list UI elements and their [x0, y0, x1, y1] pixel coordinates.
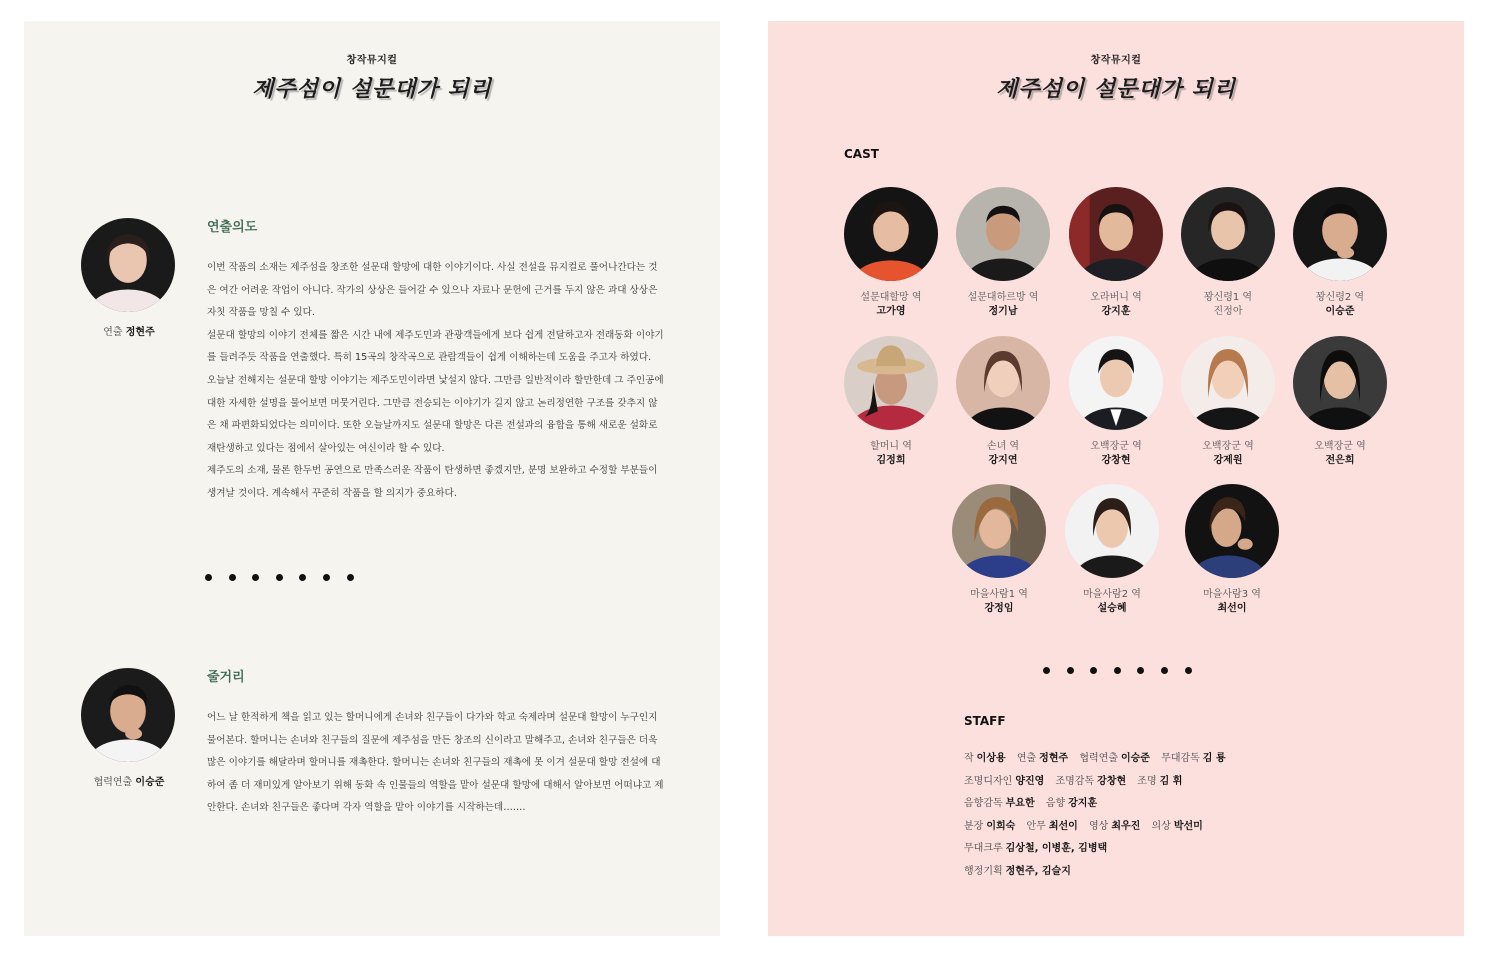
staff-name: 최선이	[1048, 820, 1078, 832]
staff-role: 협력연출	[1079, 753, 1118, 764]
staff-line	[964, 748, 1234, 771]
staff-name: 김상철, 이병훈, 김병택	[1005, 843, 1108, 855]
synopsis-line: 어느 날 한적하게 책을 읽고 있는 할머니에게 손녀와 친구들이 다가와 학교 숙제라며 설문대 할망이 누구인지	[207, 712, 658, 723]
right-divider-dots	[1043, 667, 1192, 674]
intent-line: 은 채 파편화되었다는 의미이다. 또한 오늘날까지도 설문대 할망은 다른 전설과의 융합을 통해 새로운 설화로	[207, 420, 658, 432]
synopsis-heading: 줄거리	[207, 670, 245, 685]
staff-name: 이승준	[1120, 753, 1150, 764]
staff-role: 조명	[1137, 775, 1157, 787]
cast-name: 강지훈	[1101, 306, 1131, 317]
cast-role: 마을사람2 역	[1083, 589, 1141, 600]
cast-photo	[1293, 336, 1387, 430]
dot	[1185, 667, 1192, 674]
cast-member	[1061, 336, 1171, 468]
cast-role: 마을사람1 역	[970, 589, 1028, 600]
staff-role: 분장	[964, 820, 984, 832]
dot	[347, 574, 354, 581]
cast-name: 고가영	[876, 306, 906, 317]
staff-role: 무대감독	[1161, 753, 1200, 764]
cast-photo	[844, 187, 938, 281]
dot	[323, 574, 330, 581]
intent-line: 제주도의 소재, 물론 한두번 공연으로 만족스러운 작품이 탄생하면 좋겠지만, 분명 보완하고 수정할 부분들이	[207, 465, 658, 477]
staff-line	[964, 771, 1234, 794]
staff-name: 이희숙	[986, 820, 1016, 832]
staff-name: 이상용	[976, 753, 1006, 764]
intent-line: 를 들려주듯 작품을 연출했다. 특히 15곡의 창작곡으로 관람객들이 쉽게 이해하는데 도움을 주고자 하였다.	[207, 352, 652, 364]
cast-name: 설승혜	[1097, 603, 1127, 614]
co-director-photo	[81, 668, 175, 762]
dot	[252, 574, 259, 581]
staff-role: 무대크루	[964, 843, 1003, 855]
cast-photo	[1181, 187, 1275, 281]
staff-line	[964, 816, 1234, 839]
cast-name: 이승준	[1325, 306, 1355, 317]
staff-line	[964, 838, 1234, 861]
cast-role: 손녀 역	[986, 441, 1020, 452]
staff-name: 강창현	[1097, 775, 1127, 787]
cast-photo	[1185, 484, 1279, 578]
cast-member	[1285, 187, 1395, 319]
intent-text	[207, 257, 665, 506]
intent-line: 재탄생하고 있다는 점에서 살아있는 여신이라 할 수 있다.	[207, 442, 445, 454]
cast-photo	[844, 336, 938, 430]
cast-role: 오백장군 역	[1314, 441, 1366, 452]
dot	[229, 574, 236, 581]
staff-role: 행정기획	[964, 865, 1003, 877]
cast-role: 오백장군 역	[1202, 441, 1254, 452]
left-header	[24, 51, 720, 103]
cast-photo	[1293, 187, 1387, 281]
cast-role: 마을사람3 역	[1203, 589, 1261, 600]
dot	[1090, 667, 1097, 674]
intent-line: 대한 자세한 설명을 물어보면 머뭇거린다. 그만큼 전승되는 이야기가 길지 않고 논리정연한 구조를 갖추지 않	[207, 397, 658, 409]
synopsis-line: 많은 이야기를 해달라며 할머니를 재촉한다. 할머니는 손녀와 친구들의 재촉에 못 이겨 설문대 할망 전설에 대	[207, 757, 661, 769]
cast-member	[948, 336, 1058, 468]
co-director-role: 협력연출	[93, 777, 133, 788]
left-page	[24, 21, 720, 936]
staff-role: 안무	[1026, 820, 1046, 832]
cast-name: 강창현	[1101, 455, 1131, 466]
cast-member	[944, 484, 1054, 616]
staff-role: 영상	[1089, 820, 1109, 832]
intent-line: 이번 작품의 소재는 제주섬을 창조한 설문대 할망에 대한 이야기이다. 사실 전설을 뮤지컬로 풀어나간다는 것	[207, 262, 658, 273]
dot	[276, 574, 283, 581]
staff-role: 음향감독	[964, 798, 1003, 810]
cast-photo	[956, 336, 1050, 430]
cast-role: 꽝신령2 역	[1315, 292, 1365, 303]
director-photo	[81, 218, 175, 312]
cast-name: 최선이	[1217, 603, 1247, 614]
dot	[1043, 667, 1050, 674]
cast-role: 오백장군 역	[1090, 441, 1142, 452]
synopsis-line: 물어본다. 할머니는 손녀와 친구들의 질문에 제주섬을 만든 창조의 신이라고 말해주고, 손녀와 친구들은 더욱	[207, 734, 658, 746]
cast-role: 설문대하르방 역	[967, 292, 1039, 303]
staff-role: 조명디자인	[964, 775, 1013, 787]
staff-name: 정현주	[1039, 753, 1069, 764]
cast-name: 강제원	[1213, 455, 1243, 466]
staff-role: 연출	[1016, 753, 1037, 764]
intent-line: 자칫 작품을 망칠 수 있다.	[207, 307, 315, 319]
director-role: 연출	[103, 327, 123, 338]
staff-label: STAFF	[964, 714, 1006, 728]
staff-line	[964, 861, 1234, 884]
cast-member	[1061, 187, 1171, 319]
right-subtitle: 창작뮤지컬	[1090, 55, 1142, 66]
cast-name: 김정희	[876, 455, 906, 466]
dot	[1137, 667, 1144, 674]
left-subtitle: 창작뮤지컬	[346, 55, 398, 66]
left-title: 제주섬이 설문대가 되리	[252, 76, 492, 102]
left-divider-dots	[205, 574, 354, 581]
cast-member	[1177, 484, 1287, 616]
intent-heading: 연출의도	[207, 220, 258, 235]
dot	[1114, 667, 1121, 674]
staff-role: 음향	[1045, 798, 1066, 810]
right-page	[768, 21, 1464, 936]
staff-name: 양진영	[1015, 775, 1045, 787]
cast-member	[1285, 336, 1395, 468]
staff-name: 김 휘	[1159, 775, 1183, 787]
staff-list	[964, 748, 1234, 884]
synopsis-line: 안한다. 손녀와 친구들은 좋다며 각자 역할을 맡아 이야기를 시작하는데…….	[207, 802, 526, 814]
right-title: 제주섬이 설문대가 되리	[996, 76, 1236, 102]
cast-name: 전은희	[1325, 455, 1355, 466]
intent-line: 생겨날 것이다. 계속해서 꾸준히 작품을 할 의지가 중요하다.	[207, 487, 457, 499]
cast-photo	[956, 187, 1050, 281]
dot	[299, 574, 306, 581]
cast-photo	[1065, 484, 1159, 578]
synopsis-text	[207, 707, 665, 820]
cast-member	[948, 187, 1058, 319]
cast-role: 할머니 역	[870, 441, 912, 452]
cast-label: CAST	[844, 147, 879, 161]
co-director-caption	[69, 773, 189, 788]
intent-line: 은 여간 어려운 작업이 아니다. 작가의 상상은 들어갈 수 있으나 자료나 문헌에 근거를 두지 않은 과대 상상은	[207, 284, 658, 296]
staff-role: 작	[964, 753, 974, 764]
staff-role: 의상	[1151, 820, 1171, 832]
right-header	[768, 51, 1464, 103]
director-caption	[69, 323, 189, 338]
staff-name: 부요한	[1005, 798, 1035, 810]
cast-member	[1173, 336, 1283, 468]
staff-line	[964, 793, 1234, 816]
dot	[205, 574, 212, 581]
co-director-name: 이승준	[135, 777, 165, 788]
cast-name: 강정임	[984, 603, 1014, 614]
cast-member	[1173, 187, 1283, 319]
staff-name: 정현주, 김슬지	[1005, 865, 1071, 877]
staff-name: 최우진	[1111, 820, 1141, 832]
cast-member	[1057, 484, 1167, 616]
intent-line: 오늘날 전해지는 설문대 할망 이야기는 제주도민이라면 낯설지 않다. 그만큼 일반적이라 할만한데 그 주인공에	[207, 374, 664, 386]
cast-photo	[1181, 336, 1275, 430]
cast-role: 오라버니 역	[1090, 292, 1142, 303]
cast-member	[836, 336, 946, 468]
staff-name: 김 룡	[1202, 753, 1226, 764]
cast-name: 강지연	[988, 455, 1018, 466]
cast-photo	[1069, 187, 1163, 281]
cast-name: 진정아	[1213, 306, 1243, 317]
cast-role: 설문대할망 역	[860, 292, 922, 303]
staff-name: 박선미	[1173, 820, 1203, 832]
dot	[1161, 667, 1168, 674]
staff-role: 조명감독	[1055, 775, 1095, 787]
director-name: 정현주	[125, 327, 155, 338]
cast-role: 꽝신령1 역	[1203, 292, 1253, 303]
staff-name: 강지훈	[1068, 798, 1098, 810]
cast-name: 정기남	[988, 306, 1018, 317]
cast-member	[836, 187, 946, 319]
synopsis-line: 하여 좀 더 재미있게 알아보기 위해 동화 속 인물들의 역할을 맡아 설문대 할망에 대해서 알아보면 어떠냐고 제	[207, 779, 664, 791]
dot	[1067, 667, 1074, 674]
intent-line: 설문대 할망의 이야기 전체를 짧은 시간 내에 제주도민과 관광객들에게 보다 쉽게 전달하고자 전래동화 이야기	[207, 329, 664, 341]
cast-photo	[952, 484, 1046, 578]
cast-photo	[1069, 336, 1163, 430]
